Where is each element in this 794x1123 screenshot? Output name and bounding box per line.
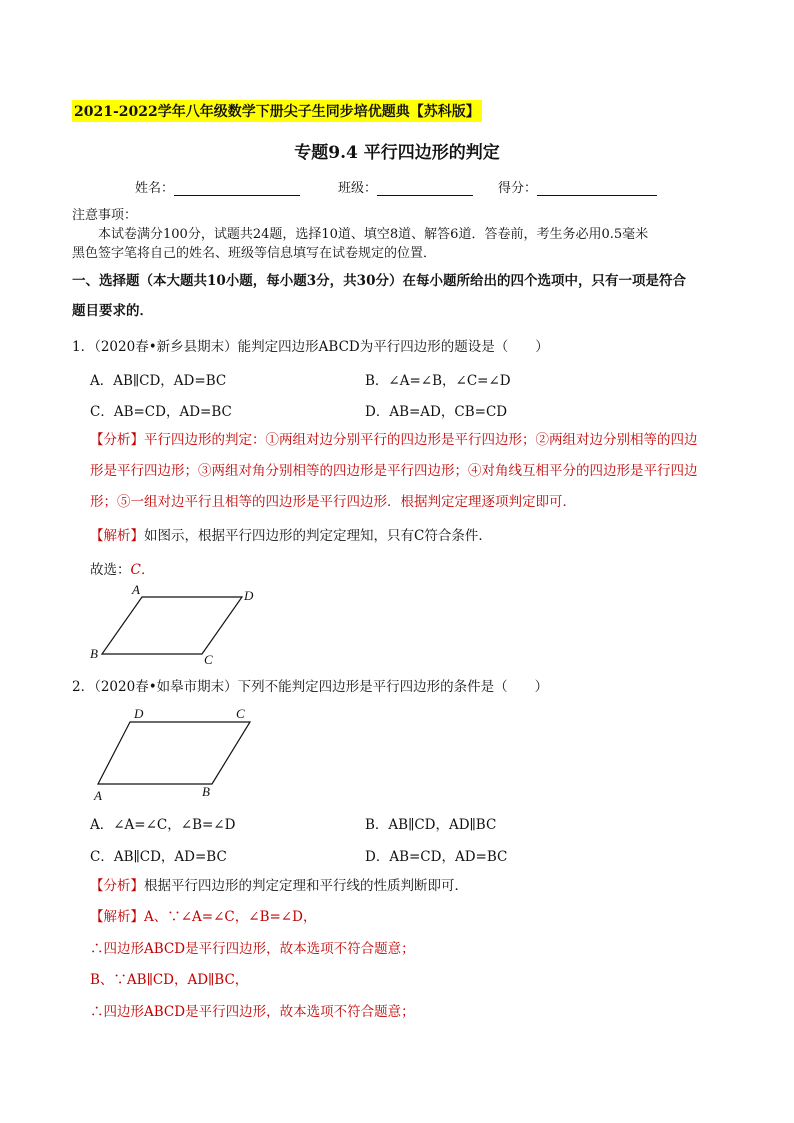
notes-line-1: 本试卷满分100分，试题共24题，选择10道、填空8道、解答6道．答卷前，考生务必用0.5毫米 [98,227,649,242]
section-heading-line-2: 题目要求的． [72,303,153,319]
q1-parallelogram-figure [84,582,264,668]
q2-solution-line-4: ∴四边形ABCD是平行四边形，故本选项不符合题意； [90,1004,415,1020]
class-field [338,177,473,196]
q2-vertex-a: A [94,788,102,802]
class-blank [377,182,473,196]
q1-vertex-d: D [244,588,254,603]
q2-analysis [90,871,468,902]
q1-stem: 1．（2020春•新乡县期末）能判定四边形ABCD为平行四边形的题设是（ ） [72,339,549,355]
q1-answer-value: C． [130,562,155,578]
score-field [498,177,657,196]
q2-option-a: A．∠A=∠C，∠B=∠D [90,817,236,833]
q2-option-c: C．AB∥CD，AD=BC [90,849,227,865]
q1-option-a: A．AB∥CD，AD=BC [90,373,227,389]
notes-heading: 注意事项： [72,208,138,223]
q1-analysis-text-1: 平行四边形的判定：①两组对边分别平行的四边形是平行四边形；②两组对边分别相等的四边 [144,432,698,448]
q2-solution-line-1 [90,902,316,933]
q2-analysis-text: 根据平行四边形的判定定理和平行线的性质判断即可． [144,878,468,894]
notes-line-2: 黑色签字笔将自己的姓名、班级等信息填写在试卷规定的位置． [72,246,437,261]
q1-solution-tag: 【解析】 [90,528,144,544]
q1-vertex-b: B [90,646,98,661]
q2-vertex-d: D [134,706,144,721]
q2-parallelogram-figure [88,702,268,802]
q1-solution-text: 如图示，根据平行四边形的判定定理知，只有C符合条件． [144,528,492,544]
q1-parallelogram [102,597,242,654]
name-blank [174,182,300,196]
q2-solution-text-1: A、∵∠A=∠C，∠B=∠D， [144,909,317,925]
q2-solution-tag: 【解析】 [90,909,144,925]
q1-option-c: C．AB=CD，AD=BC [90,404,232,420]
class-label: 班级： [338,181,378,196]
name-field [135,177,300,196]
q1-vertex-c: C [204,652,213,667]
q1-vertex-a: A [132,582,140,597]
q2-option-b: B．AB∥CD，AD∥BC [365,817,497,833]
page-title: 专题9.4 平行四边形的判定 [294,143,500,163]
q1-answer [90,558,154,578]
q2-solution-line-2: ∴四边形ABCD是平行四边形，故本选项不符合题意； [90,941,415,957]
q2-parallelogram [98,722,250,784]
q2-solution-line-3: B、∵AB∥CD，AD∥BC， [90,972,249,988]
q2-vertex-b: B [202,784,210,799]
q1-analysis-line-2: 形是平行四边形；③两组对角分别相等的四边形是平行四边形；④对角线互相平分的四边形是平行四边 [90,463,698,479]
q1-analysis-tag: 【分析】 [90,432,144,448]
score-blank [537,182,657,196]
q1-solution [90,521,492,552]
q1-analysis-line-3: 形；⑤一组对边平行且相等的四边形是平行四边形．根据判定定理逐项判定即可． [90,494,576,510]
q2-option-d: D．AB=CD，AD=BC [365,849,508,865]
q1-analysis-line-1 [90,425,698,456]
name-label: 姓名： [135,181,175,196]
q2-stem: 2．（2020春•如皋市期末）下列不能判定四边形是平行四边形的条件是（ ） [72,679,549,695]
q2-vertex-c: C [236,706,245,721]
q1-option-b: B．∠A=∠B，∠C=∠D [365,373,511,389]
series-banner: 2021-2022学年八年级数学下册尖子生同步培优题典【苏科版】 [72,100,482,122]
q2-analysis-tag: 【分析】 [90,878,144,894]
score-label: 得分： [498,181,538,196]
q1-answer-label: 故选： [90,562,131,578]
section-heading-line-1: 一、选择题（本大题共10小题，每小题3分，共30分）在每小题所给出的四个选项中，只有一项是符合 [72,273,686,289]
q1-option-d: D．AB=AD，CB=CD [365,404,508,420]
